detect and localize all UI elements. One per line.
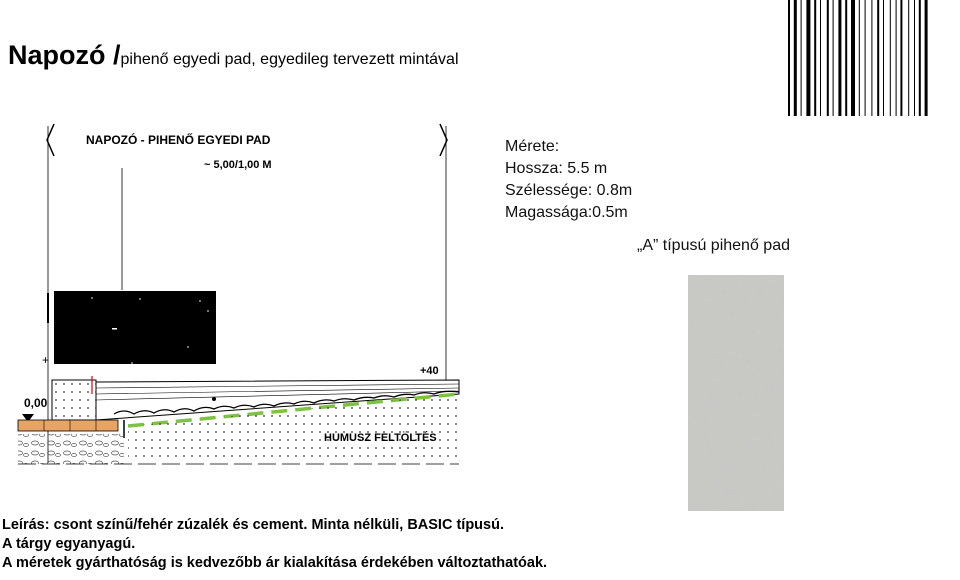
barcode-graphic [786,0,960,116]
title-sub: pihenő egyedi pad, egyedileg tervezett mintával [120,51,459,68]
description-line-1: Leírás: csont színű/fehér zúzalék és cement. Minta nélküli, BASIC típusú. [2,517,504,533]
drawing-size-note: ~ 5,00/1,00 M [204,159,272,171]
bench-section-drawing [14,118,464,470]
dimension-width: Szélessége: 0.8m [505,182,633,199]
dimensions-heading: Mérete: [505,138,560,155]
dimension-length: Hossza: 5.5 m [505,160,608,177]
soil-label: HUMUSZ FELTÖLTÉS [324,432,437,444]
description-block [2,516,547,573]
svg-text:+: + [42,353,50,367]
description-line-3: A méretek gyárthatóság is kedvezőbb ár kialakítása érdekében változtathatóak. [2,555,548,571]
level-zero-label: 0,00 [24,396,48,410]
bench-type-label: „A” típusú pihenő pad [637,237,790,254]
drawing-heading: NAPOZÓ - PIHENŐ EGYEDI PAD [86,133,271,147]
title-main: Napozó / [8,40,121,70]
dimension-height: Magassága:0.5m [505,204,628,221]
dimensions-block [505,136,632,224]
description-line-2: A tárgy egyanyagú. [2,536,136,552]
level-top-label: +40 [420,365,439,377]
page-title [8,40,459,71]
base-slab [18,420,118,431]
concrete-texture-swatch [688,275,784,511]
render-preview-block [54,291,216,364]
